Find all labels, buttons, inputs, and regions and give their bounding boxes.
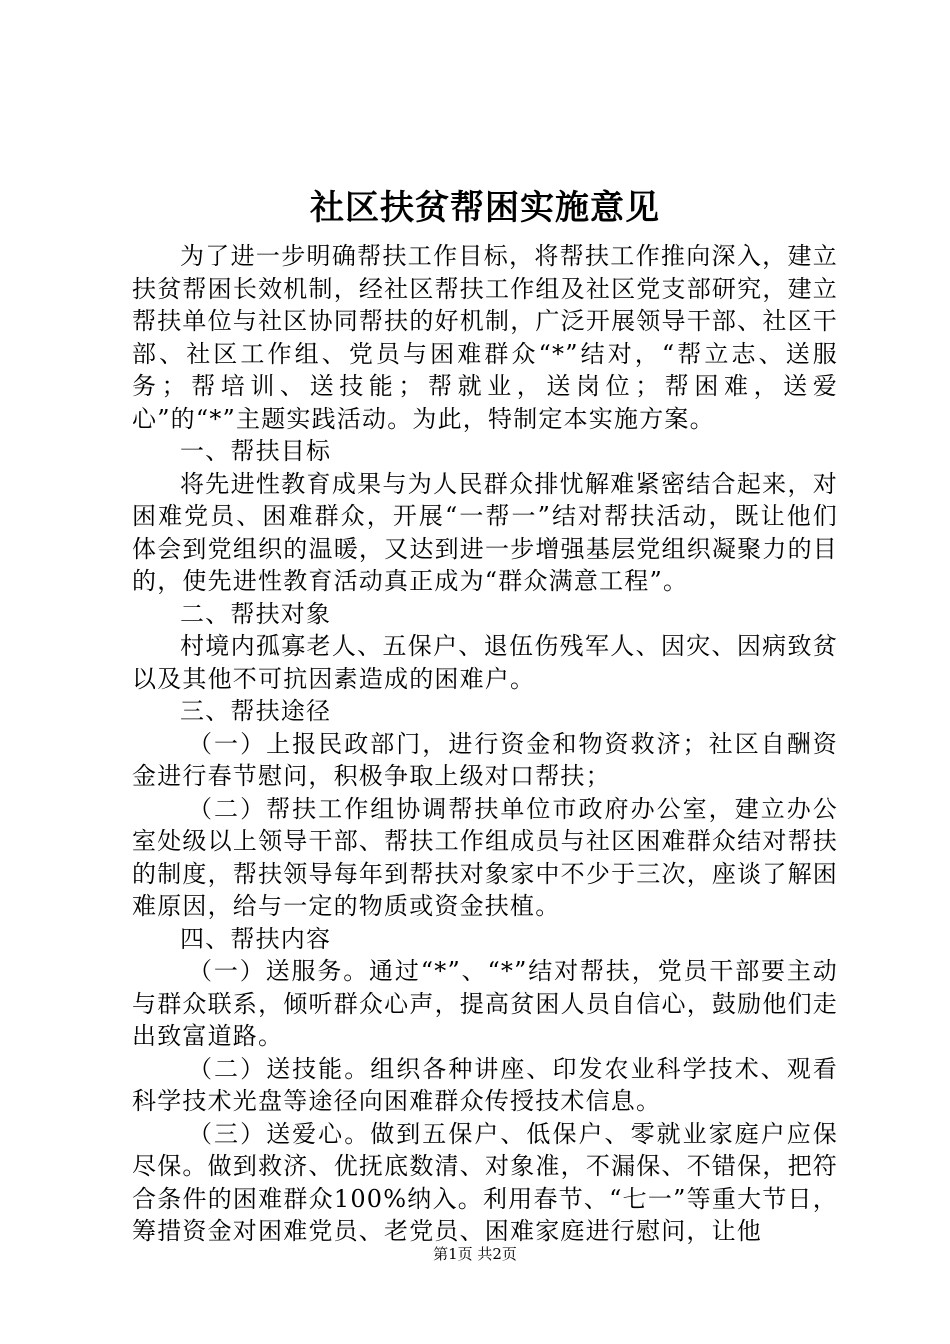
section-heading-goals: 一、帮扶目标 (180, 437, 332, 465)
document-title: 社区扶贫帮困实施意见 (310, 188, 660, 228)
page-footer: 第1页 共2页 (433, 1245, 517, 1263)
section-heading-targets: 二、帮扶对象 (180, 599, 332, 628)
content-item-2: （二）送技能。组织各种讲座、印发农业科学技术、观看科学技术光盘等途径向困难群众传授技术信息。 (132, 1054, 838, 1115)
document-body (132, 182, 838, 1248)
approach-item-2: （二）帮扶工作组协调帮扶单位市政府办公室，建立办公室处级以上领导干部、帮扶工作组成员与社区困难群众结对帮扶的制度，帮扶领导每年到帮扶对象家中不少于三次，座谈了解困难原因，给与一定的物质或资金扶植。 (132, 794, 838, 920)
goals-paragraph: 将先进性教育成果与为人民群众排忧解难紧密结合起来，对困难党员、困难群众，开展“一帮一”结对帮扶活动，既让他们体会到党组织的温暖，又达到进一步增强基层党组织凝聚力的目的，使先进性教育活动真正成为“群众满意工程”。 (132, 469, 838, 595)
content-item-1: （一）送服务。通过“*”、“*”结对帮扶，党员干部要主动与群众联系，倾听群众心声，提高贫困人员自信心，鼓励他们走出致富道路。 (132, 957, 838, 1050)
section-heading-approaches: 三、帮扶途径 (180, 697, 332, 725)
content-item-3: （三）送爱心。做到五保户、低保户、零就业家庭户应保尽保。做到救济、优抚底数清、对象准，不漏保、不错保，把符合条件的困难群众100%纳入。利用春节、“七一”等重大节日，筹措资金对困难党员、老党员、困难家庭进行慰问，让他 (132, 1119, 838, 1245)
intro-paragraph: 为了进一步明确帮扶工作目标，将帮扶工作推向深入，建立扶贫帮困长效机制，经社区帮扶工作组及社区党支部研究，建立帮扶单位与社区协同帮扶的好机制，广泛开展领导干部、社区干部、社区工作组、党员与困难群众“*”结对，“帮立志、送服务；帮培训、送技能；帮就业，送岗位；帮困难，送爱心”的“*”主题实践活动。为此，特制定本实施方案。 (132, 242, 838, 433)
section-heading-content: 四、帮扶内容 (180, 924, 332, 953)
approach-item-1: （一）上报民政部门，进行资金和物资救济；社区自酬资金进行春节慰问，积极争取上级对口帮扶； (132, 729, 838, 790)
targets-paragraph: 村境内孤寡老人、五保户、退伍伤残军人、因灾、因病致贫以及其他不可抗因素造成的困难户。 (132, 632, 838, 693)
